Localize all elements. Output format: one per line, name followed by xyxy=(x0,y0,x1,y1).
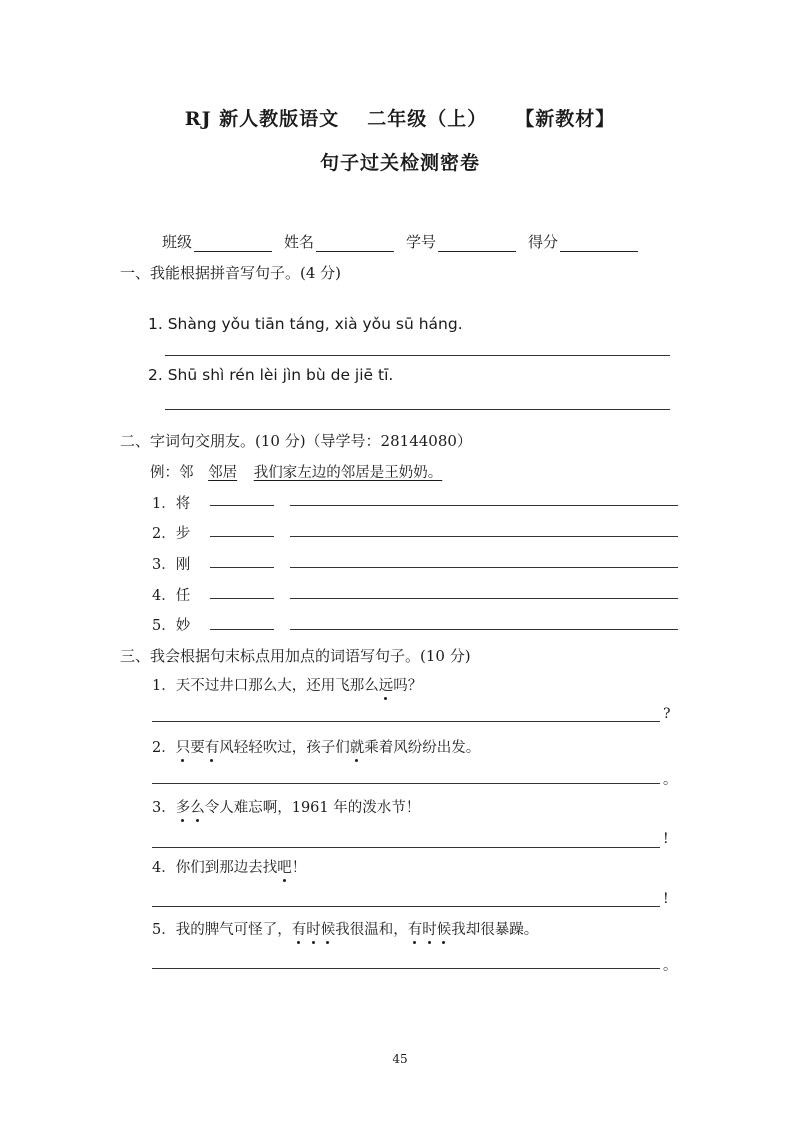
emphasized-char: 就 xyxy=(350,736,365,757)
emphasized-char: 吧 xyxy=(277,856,292,877)
end-punct-4: ! xyxy=(663,891,669,907)
sentence-text: 1．天不过井口那么大，还用飞那么 xyxy=(152,678,379,694)
title-tag: 【新教材】 xyxy=(515,108,616,130)
word-blank-2[interactable] xyxy=(210,536,274,537)
section2-heading: 二、字词句交朋友。(10 分)（导学号：28144080） xyxy=(120,432,472,450)
word-item-2: 2．步 xyxy=(152,526,191,542)
punct-answer-line-1[interactable] xyxy=(152,721,660,722)
sentence-text: 4．你们到那边去找 xyxy=(152,860,278,876)
emphasized-char: 远 xyxy=(379,674,394,695)
sentence-text: 我却很暴躁。 xyxy=(451,922,539,938)
word-blank-3[interactable] xyxy=(210,567,274,568)
class-field[interactable]: 班级 xyxy=(162,231,272,252)
sentence-blank-3[interactable] xyxy=(290,567,678,568)
sentence-blank-4[interactable] xyxy=(290,598,678,599)
sentence-text: 2． xyxy=(152,740,176,756)
sentence-blank-5[interactable] xyxy=(290,629,678,630)
punct-item-3 xyxy=(152,796,420,817)
sentence-text: 要 xyxy=(190,740,205,756)
name-field[interactable]: 姓名 xyxy=(284,231,394,252)
word-item-1: 1．将 xyxy=(152,496,191,512)
example-label: 例：邻 xyxy=(150,465,194,481)
punct-item-4 xyxy=(152,856,306,877)
sentence-blank-1[interactable] xyxy=(290,505,678,506)
emphasized-char: 么 xyxy=(190,796,205,817)
punct-answer-line-3[interactable] xyxy=(152,847,660,848)
student-number-blank[interactable] xyxy=(438,236,516,252)
sentence-text: 风轻轻吹过，孩子们 xyxy=(219,740,350,756)
page-title xyxy=(0,104,800,131)
class-blank[interactable] xyxy=(194,236,272,252)
emphasized-char: 有 xyxy=(292,918,307,939)
answer-line-pinyin-1[interactable] xyxy=(165,355,670,356)
emphasized-char: 时 xyxy=(422,918,437,939)
end-punct-5: 。 xyxy=(663,958,677,974)
sentence-text: 3． xyxy=(152,800,176,816)
word-item-3: 3．刚 xyxy=(152,557,191,573)
word-blank-5[interactable] xyxy=(210,629,274,630)
word-item-4: 4．任 xyxy=(152,588,191,604)
sentence-text: 乘着风纷纷出发。 xyxy=(364,740,481,756)
answer-line-pinyin-2[interactable] xyxy=(165,409,670,410)
emphasized-char: 候 xyxy=(437,918,452,939)
emphasized-char: 有 xyxy=(408,918,423,939)
end-punct-1: ? xyxy=(663,706,671,722)
section1-heading: 一、我能根据拼音写句子。(4 分) xyxy=(120,264,342,282)
student-info-row xyxy=(162,231,650,252)
sentence-text: 5．我的脾气可怪了， xyxy=(152,922,292,938)
emphasized-char: 候 xyxy=(321,918,336,939)
punct-item-5 xyxy=(152,918,538,939)
emphasized-char: 只 xyxy=(176,736,191,757)
punct-answer-line-2[interactable] xyxy=(152,783,660,784)
pinyin-item-2: 2. Shū shì rén lèi jìn bù de jiē tī. xyxy=(148,366,394,384)
sentence-text: 我很温和， xyxy=(335,922,408,938)
name-blank[interactable] xyxy=(316,236,394,252)
punct-answer-line-5[interactable] xyxy=(152,968,660,969)
example-word: 邻居 xyxy=(208,465,238,481)
pinyin-item-1: 1. Shàng yǒu tiān táng, xià yǒu sū háng. xyxy=(148,315,463,333)
word-blank-1[interactable] xyxy=(210,505,274,506)
example-sentence: 我们家左边的邻居是王奶奶。 xyxy=(253,465,443,481)
student-number-field[interactable]: 学号 xyxy=(406,231,516,252)
title-textbook: RJ 新人教版语文 xyxy=(184,108,340,130)
end-punct-3: ! xyxy=(663,831,669,847)
word-item-5: 5．妙 xyxy=(152,618,191,634)
punct-item-2 xyxy=(152,736,480,757)
score-blank[interactable] xyxy=(560,236,638,252)
sentence-blank-2[interactable] xyxy=(290,536,678,537)
page-subtitle: 句子过关检测密卷 xyxy=(319,152,480,174)
emphasized-char: 有 xyxy=(205,736,220,757)
end-punct-2: 。 xyxy=(663,772,677,788)
section3-heading: 三、我会根据句末标点用加点的词语写句子。(10 分) xyxy=(120,647,471,665)
example-row xyxy=(150,461,442,482)
sentence-text: 令人难忘啊，1961 年的泼水节！ xyxy=(204,800,421,816)
word-blank-4[interactable] xyxy=(210,598,274,599)
punct-answer-line-4[interactable] xyxy=(152,906,660,907)
emphasized-char: 时 xyxy=(306,918,321,939)
sentence-text: 吗？ xyxy=(393,678,423,694)
title-grade: 二年级（上） xyxy=(367,108,488,130)
page-number: 45 xyxy=(392,1052,408,1066)
score-field[interactable]: 得分 xyxy=(528,231,638,252)
sentence-text: ！ xyxy=(291,860,307,876)
punct-item-1 xyxy=(152,674,422,695)
emphasized-char: 多 xyxy=(176,796,191,817)
